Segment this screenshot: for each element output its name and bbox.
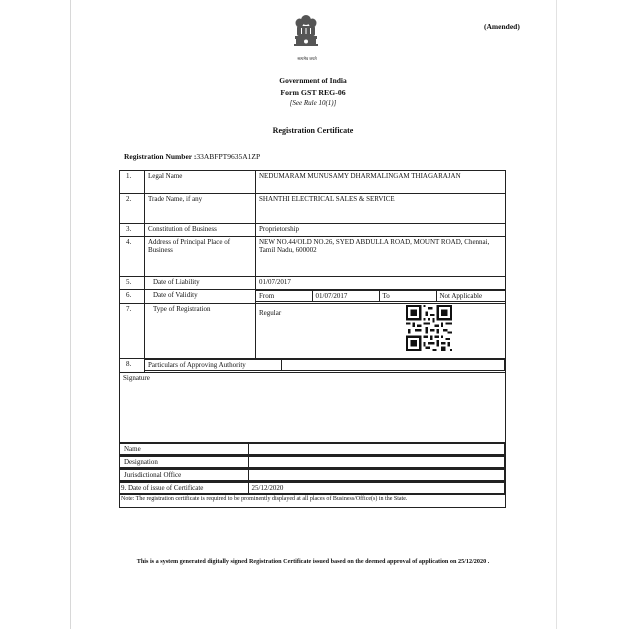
row-label: Trade Name, if any [145, 194, 256, 224]
row-number: 7. [120, 304, 145, 359]
row-label: Date of Validity [145, 290, 256, 304]
issue-date-label: 9. Date of issue of Certificate [120, 483, 248, 494]
rule-reference: [See Rule 10(1)] [289, 99, 337, 107]
table-row [120, 237, 506, 277]
row-label: Legal Name [145, 171, 256, 194]
certificate-table [119, 170, 506, 508]
jurisdictional-office-label: Jurisdictional Office [120, 470, 248, 481]
registration-number-label: Registration Number : [124, 152, 197, 161]
row-label: Constitution of Business [145, 224, 256, 237]
authority-row-cell [145, 359, 506, 373]
national-emblem-icon [293, 14, 319, 54]
name-value [248, 444, 505, 455]
table-row [120, 495, 506, 508]
name-label: Name [120, 444, 248, 455]
issue-row-cell [120, 482, 506, 495]
validity-subtable [256, 290, 506, 302]
registration-number-value: 33ABFPT9635A1ZP [196, 152, 261, 161]
validity-to-label: To [379, 291, 436, 302]
table-row [120, 373, 506, 443]
validity-from-label: From [256, 291, 312, 302]
table-row [120, 290, 506, 304]
table-row [120, 171, 506, 194]
government-heading: Government of India [279, 76, 347, 85]
row-number: 1. [120, 171, 145, 194]
signature-label: Signature [120, 373, 506, 443]
jurisdictional-office-value [248, 470, 505, 481]
registration-type-cell [256, 304, 506, 359]
table-row [120, 469, 506, 482]
certificate-title: Registration Certificate [272, 126, 354, 135]
registration-number-line [124, 152, 260, 161]
table-row [120, 359, 506, 373]
row-number: 5. [120, 277, 145, 290]
row-number: 8. [120, 359, 145, 373]
registration-type-value: Regular [259, 309, 282, 317]
row-label: Address of Principal Place of Business [145, 237, 256, 277]
constitution-value: Proprietorship [256, 224, 506, 237]
table-row [120, 304, 506, 359]
issue-date-value: 25/12/2020 [248, 483, 505, 494]
validity-from-value: 01/07/2017 [312, 291, 379, 302]
validity-cell [256, 290, 506, 304]
row-number: 6. [120, 290, 145, 304]
designation-value [248, 457, 505, 468]
row-label: Date of Liability [145, 277, 256, 290]
designation-row-cell [120, 456, 506, 469]
row-label: Type of Registration [145, 304, 256, 359]
name-row-cell [120, 443, 506, 456]
table-row [120, 224, 506, 237]
trade-name-value: SHANTHI ELECTRICAL SALES & SERVICE [256, 194, 506, 224]
table-row [120, 482, 506, 495]
table-row [120, 456, 506, 469]
authority-subtable [145, 359, 505, 371]
address-value: NEW NO.44/OLD NO.26, SYED ABDULLA ROAD, MOUNT ROAD, Chennai, Tamil Nadu, 600002 [256, 237, 506, 277]
amended-label: (Amended) [484, 22, 520, 31]
liability-date-value: 01/07/2017 [256, 277, 506, 290]
office-row-cell [120, 469, 506, 482]
table-row [120, 277, 506, 290]
table-row [120, 194, 506, 224]
designation-label: Designation [120, 457, 248, 468]
row-number: 3. [120, 224, 145, 237]
legal-name-value: NEDUMARAM MUNUSAMY DHARMALINGAM THIAGARAJAN [256, 171, 506, 194]
display-note: Note: The registration certificate is required to be prominently displayed at all places of Business/Office(s) in the State. [120, 495, 506, 508]
qr-code-icon [406, 305, 452, 351]
row-number: 4. [120, 237, 145, 277]
authority-label: Particulars of Approving Authority [145, 360, 281, 371]
table-row [120, 443, 506, 456]
footer-statement: This is a system generated digitally signed Registration Certificate issued based on the deemed approval of application on 25/12/2020 . [136, 558, 490, 565]
row-number: 2. [120, 194, 145, 224]
emblem-caption: सत्यमेव जयते [297, 56, 317, 61]
validity-to-value: Not Applicable [436, 291, 506, 302]
form-heading: Form GST REG-06 [280, 88, 346, 97]
